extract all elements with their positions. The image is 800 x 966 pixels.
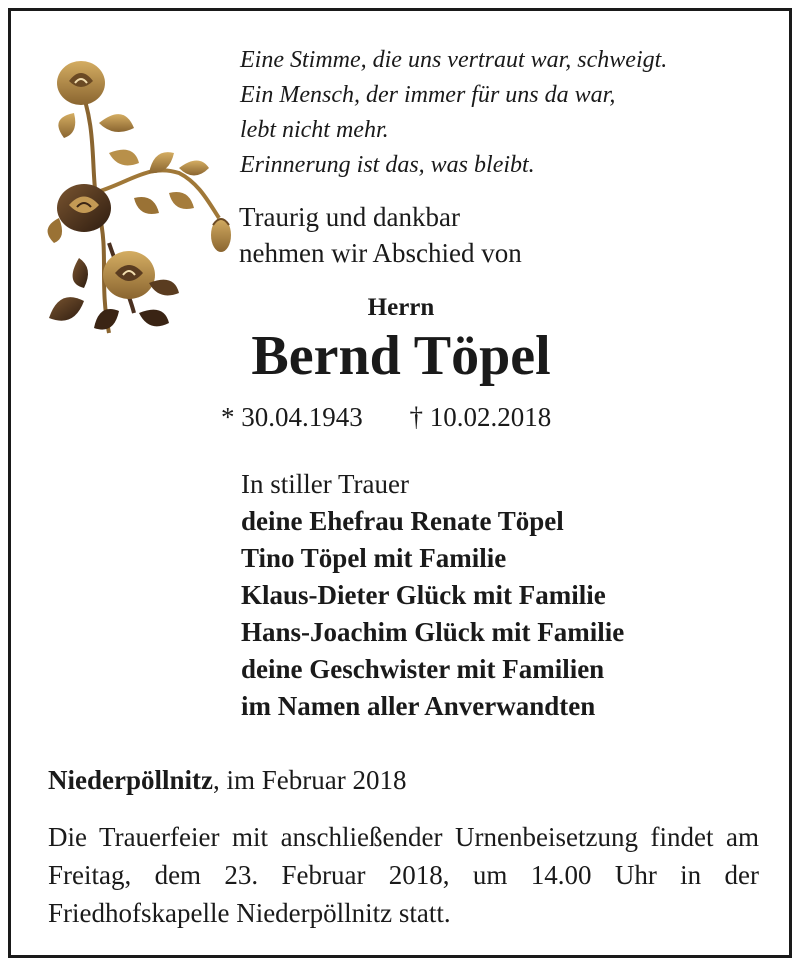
poem-line: lebt nicht mehr. — [240, 117, 389, 143]
mourning-intro: In stiller Trauer — [241, 469, 409, 499]
life-dates — [221, 397, 551, 437]
rose-bottom — [103, 251, 155, 299]
mourner-name: Hans-Joachim Glück mit Familie — [241, 617, 625, 647]
notice-date: , im Februar 2018 — [212, 765, 407, 795]
mourner-name: Tino Töpel mit Familie — [241, 543, 507, 573]
mourner-name: Klaus-Dieter Glück mit Familie — [241, 580, 606, 610]
rose-top — [57, 61, 105, 105]
poem — [240, 43, 667, 183]
mourner-name: deine Geschwister mit Familien — [241, 654, 605, 684]
birth-date: * 30.04.1943 — [221, 402, 363, 432]
mourner-name: im Namen aller Anverwandten — [241, 691, 596, 721]
poem-line: Erinnerung ist das, was bleibt. — [240, 152, 535, 178]
intro-line: nehmen wir Abschied von — [239, 238, 522, 268]
deceased-name: Bernd Töpel — [251, 325, 551, 387]
intro-line: Traurig und dankbar — [239, 202, 460, 232]
poem-line: Eine Stimme, die uns vertraut war, schweigt. — [240, 47, 668, 73]
poem-line: Ein Mensch, der immer für uns da war, — [240, 82, 616, 108]
rose-branch-illustration — [39, 43, 239, 353]
ceremony-details: Die Trauerfeier mit anschließender Urnenbeisetzung findet am Freitag, dem 23. Februar 2018, um 14.00 Uhr in der Friedhofskapelle Niederpöllnitz statt. — [48, 822, 759, 928]
salutation: Herrn — [367, 294, 435, 321]
mourners-list — [241, 466, 624, 725]
mourner-name: deine Ehefrau Renate Töpel — [241, 506, 564, 536]
obituary-notice — [8, 8, 792, 958]
place-name: Niederpöllnitz — [48, 765, 213, 795]
rose-bud — [211, 218, 231, 252]
place-and-date — [48, 760, 406, 800]
death-date: † 10.02.2018 — [409, 402, 552, 432]
farewell-intro — [239, 199, 522, 271]
rose-middle — [57, 184, 111, 232]
